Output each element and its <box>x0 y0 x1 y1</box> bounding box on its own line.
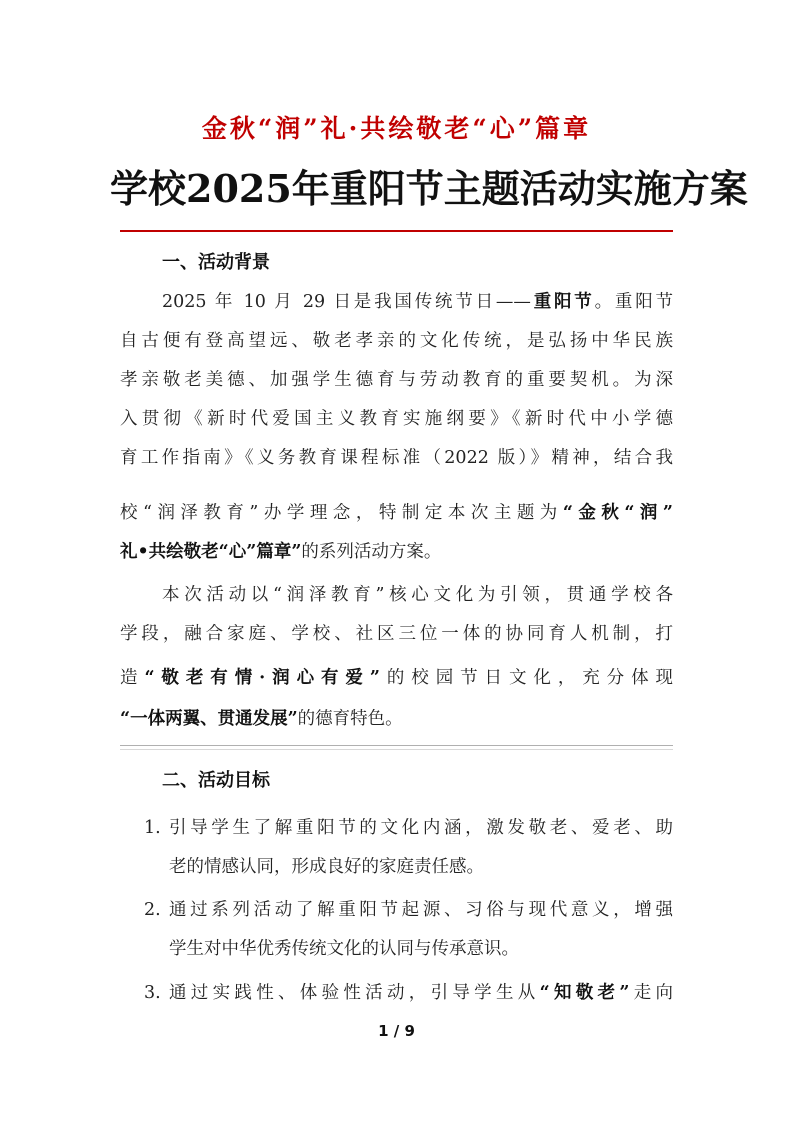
bold-text: 礼•共绘敬老“心”篇章” <box>120 542 302 562</box>
text-span: 造 <box>120 668 145 688</box>
list-item-number: 3. <box>144 983 161 1003</box>
text-span: 的德育特色。 <box>297 709 403 729</box>
list-item-line <box>169 980 673 1006</box>
text-span: 。重阳节 <box>594 292 674 312</box>
paragraph-line: 孝亲敬老美德、加强学生德育与劳动教育的重要契机。为深 <box>120 370 673 390</box>
list-item-line: 引导学生了解重阳节的文化内涵，激发敬老、爱老、助 <box>169 818 673 838</box>
paragraph-line <box>162 289 673 315</box>
paragraph-line <box>120 706 673 732</box>
bold-text: “知敬老” <box>539 983 630 1003</box>
list-item-number: 1. <box>144 818 161 838</box>
list-item-line: 通过系列活动了解重阳节起源、习俗与现代意义，增强 <box>169 900 673 920</box>
title-rule <box>120 230 673 232</box>
list-item-line: 老的情感认同，形成良好的家庭责任感。 <box>169 857 484 877</box>
text-span: 的校园节日文化，充分体现 <box>379 668 674 688</box>
list-item-line: 学生对中华优秀传统文化的认同与传承意识。 <box>169 939 519 959</box>
paragraph-line: 学段，融合家庭、学校、社区三位一体的协同育人机制，打 <box>120 624 673 644</box>
text-span: 走向 <box>629 983 674 1003</box>
list-item-number: 2. <box>144 900 161 920</box>
paragraph-line <box>120 539 673 565</box>
text-span: 通过实践性、体验性活动，引导学生从 <box>169 983 540 1003</box>
section-divider <box>120 745 673 750</box>
bold-text: “一体两翼、贯通发展” <box>120 709 298 729</box>
text-span: 校“润泽教育”办学理念，特制定本次主题为 <box>120 503 563 523</box>
text-span: 的系列活动方案。 <box>301 542 442 562</box>
paragraph-line <box>120 500 673 526</box>
paragraph-line <box>120 665 673 691</box>
section-heading-goals: 二、活动目标 <box>162 770 270 791</box>
bold-text: “金秋“润” <box>562 503 673 523</box>
bold-text: “敬老有情·润心有爱” <box>144 668 380 688</box>
text-span: 2025 年 10 月 29 日是我国传统节日—— <box>162 292 531 312</box>
bold-text: 重阳节 <box>530 292 595 312</box>
paragraph-line: 育工作指南》《义务教育课程标准（2022 版）》精神，结合我 <box>120 448 673 468</box>
document-title: 学校2025年重阳节主题活动实施方案 <box>110 166 748 211</box>
section-heading-background: 一、活动背景 <box>162 252 270 273</box>
paragraph-line: 入贯彻《新时代爱国主义教育实施纲要》《新时代中小学德 <box>120 409 673 429</box>
document-subtitle: 金秋“润”礼·共绘敬老“心”篇章 <box>201 114 592 143</box>
page-number: 1 / 9 <box>378 1022 415 1040</box>
paragraph-line: 本次活动以“润泽教育”核心文化为引领，贯通学校各 <box>162 585 673 605</box>
paragraph-line: 自古便有登高望远、敬老孝亲的文化传统，是弘扬中华民族 <box>120 331 673 351</box>
